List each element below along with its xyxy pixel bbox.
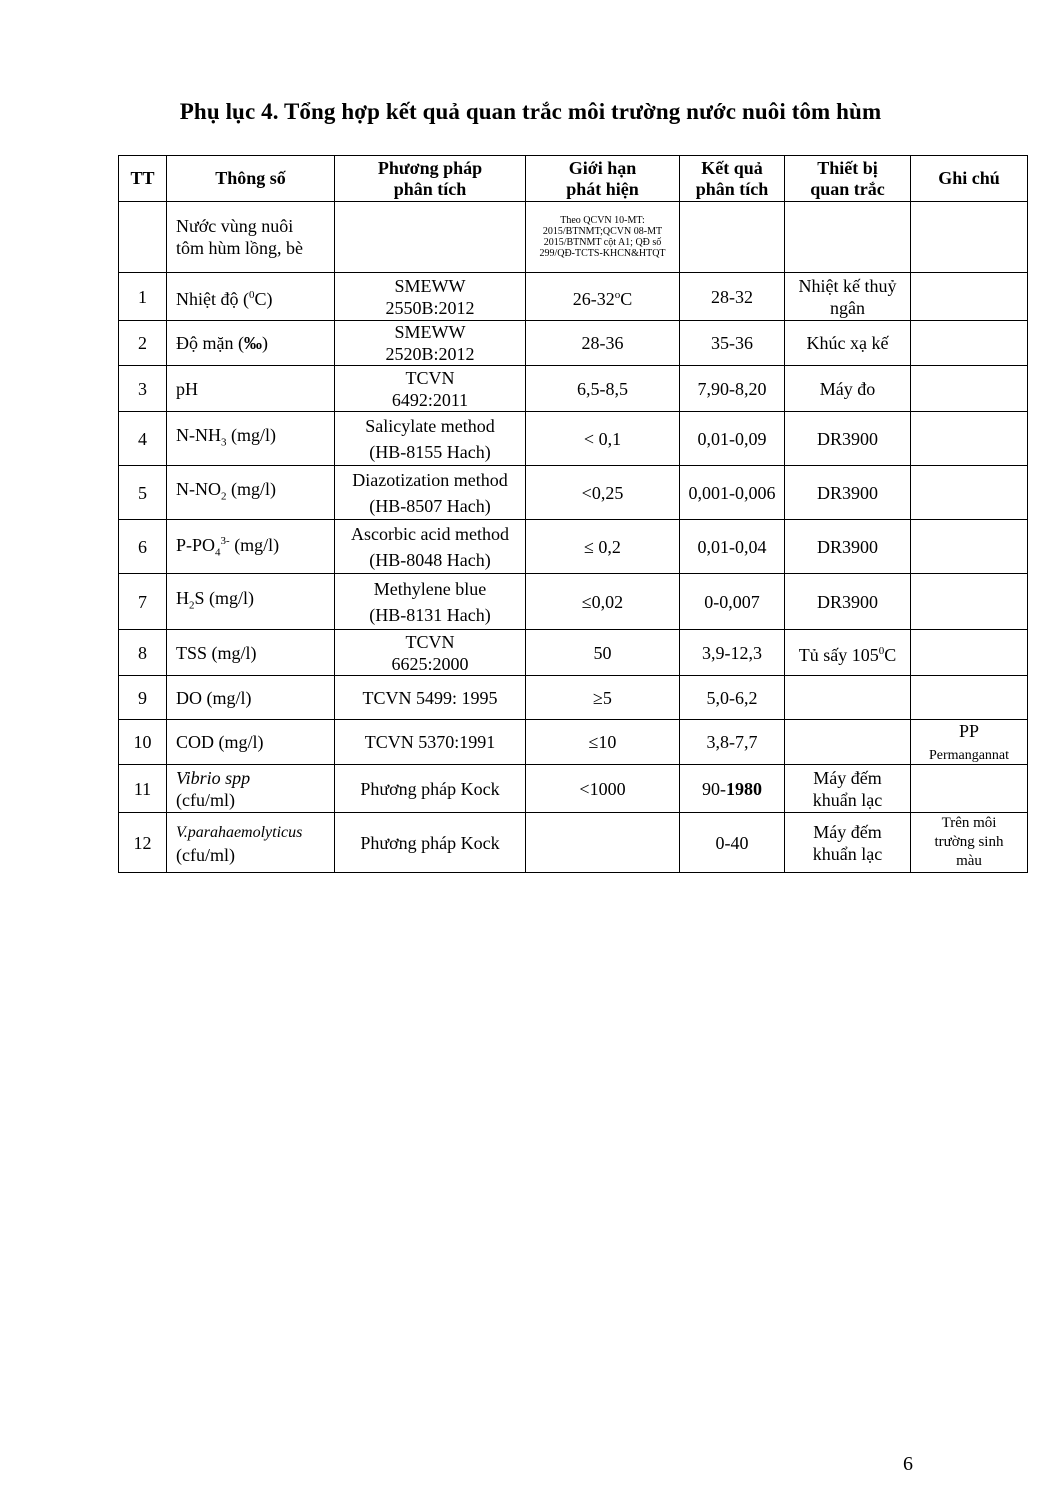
header-tt: TT: [119, 156, 167, 202]
standard-reference: Theo QCVN 10-MT: 2015/BTNMT;QCVN 08-MT 2015/BTNMT cột A1; QĐ số 299/QĐ-TCTS-KHCN&HTQT: [526, 202, 680, 273]
table-row: 9 DO (mg/l) TCVN 5499: 1995 ≥5 5,0-6,2: [119, 676, 1028, 720]
table-row: 8 TSS (mg/l) TCVN 6625:2000 50 3,9-12,3 Tủ sấy $105^0C$: [119, 630, 1028, 676]
table-row: 6 $P-PO_4^{3-}$ (mg/l) Ascorbic acid method (HB-8048 Hach) ≤ 0,2 0,01-0,04 DR3900: [119, 520, 1028, 574]
table-row: 10 COD (mg/l) TCVN 5370:1991 ≤10 3,8-7,7 PP Permangannat: [119, 720, 1028, 765]
header-method: Phương pháp phân tích: [335, 156, 526, 202]
table-subheader-row: [119, 202, 1028, 273]
monitoring-results-table: [118, 155, 1028, 873]
table-row: 5 $N-NO_2$ (mg/l) Diazotization method (HB-8507 Hach) <0,25 0,001-0,006 DR3900: [119, 466, 1028, 520]
table-row: 1 Nhiệt độ ($^0$C) SMEWW 2550B:2012 26-32$^o$C 28-32 Nhiệt kế thuỷ ngân: [119, 273, 1028, 321]
table-row: 2 Độ mặn (‰) SMEWW 2520B:2012 28-36 35-36 Khúc xạ kế: [119, 321, 1028, 366]
table-row: 4 $N-NH_3$ (mg/l) Salicylate method (HB-8155 Hach) < 0,1 0,01-0,09 DR3900: [119, 412, 1028, 466]
table-row: 3 pH TCVN 6492:2011 6,5-8,5 7,90-8,20 Máy đo: [119, 366, 1028, 412]
table-row: 11 Vibrio spp (cfu/ml) Phương pháp Kock <1000 90-1980 Máy đếm khuẩn lạc: [119, 765, 1028, 813]
header-result: Kết quả phân tích: [680, 156, 785, 202]
group-label: Nước vùng nuôi tôm hùm lồng, bè: [167, 202, 335, 273]
document-title: Phụ lục 4. Tổng hợp kết quả quan trắc môi trường nước nuôi tôm hùm: [179, 99, 882, 124]
table-row: 12 V.parahaemolyticus (cfu/ml) Phương pháp Kock 0-40 Máy đếm khuẩn lạc Trên môi trường sinh màu: [119, 813, 1028, 873]
table-row: 7 $H_2S$ (mg/l) Methylene blue (HB-8131 Hach) ≤0,02 0-0,007 DR3900: [119, 574, 1028, 630]
header-limit: Giới hạn phát hiện: [526, 156, 680, 202]
header-note: Ghi chú: [911, 156, 1028, 202]
header-param: Thông số: [167, 156, 335, 202]
page-number: 6: [903, 1453, 913, 1475]
header-device: Thiết bị quan trắc: [785, 156, 911, 202]
table-header-row: [119, 156, 1028, 202]
